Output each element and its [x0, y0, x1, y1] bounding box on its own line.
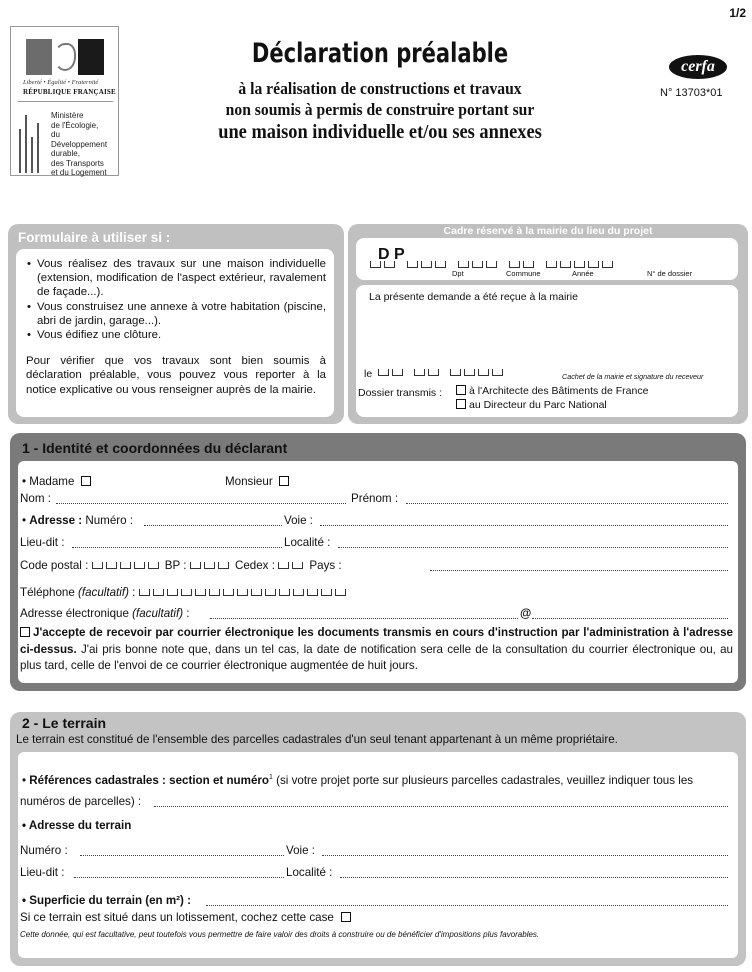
at-sign: @ — [520, 607, 532, 620]
label-dpt: Dpt — [452, 269, 464, 278]
localite-label: Localité : — [286, 866, 333, 879]
lieudit-label: Lieu-dit : — [20, 536, 65, 549]
ref-line2: numéros de parcelles) : — [20, 795, 142, 808]
monsieur-option[interactable]: Monsieur — [225, 475, 292, 488]
lotissement-row[interactable]: Si ce terrain est situé dans un lotissement, cochez cette case — [20, 911, 354, 924]
nom-field[interactable] — [56, 503, 346, 504]
motto: Liberté • Égalité • Fraternité — [23, 79, 99, 86]
terrain-intro: Le terrain est constitué de l'ensemble des parcelles cadastrales d'un seul tenant appartenant à un même propriétaire. — [16, 733, 618, 746]
monsieur-checkbox[interactable] — [279, 476, 289, 486]
ministry-emblem-icon — [17, 111, 47, 173]
voie-field[interactable] — [320, 525, 728, 526]
localite-field[interactable] — [338, 547, 728, 548]
madame-checkbox[interactable] — [81, 476, 91, 486]
localite-label: Localité : — [284, 536, 331, 549]
option-abf[interactable]: à l'Architecte des Bâtiments de France — [456, 385, 648, 397]
republique-logo — [10, 26, 119, 176]
prenom-field[interactable] — [406, 503, 728, 504]
cerfa-logo: cerfa — [669, 55, 727, 79]
codepostal-row[interactable]: Code postal : BP : Cedex : Pays : — [20, 559, 342, 572]
received-text: La présente demande a été reçue à la mairie — [369, 291, 578, 303]
page-subtitle: à la réalisation de constructions et travaux non soumis à permis de construire portant sur une maison individuelle et/ou ses annexes — [218, 79, 542, 143]
superficie-field[interactable] — [206, 905, 728, 906]
voie-label: Voie : — [284, 514, 314, 527]
telephone-row[interactable]: Téléphone (facultatif) : — [20, 586, 349, 599]
list-item: • Vous réalisez des travaux sur une maison individuelle (extension, modification de l'aspect extérieur, ravalement de façade...). — [26, 257, 326, 300]
form-usage-note: Pour vérifier que vos travaux sont bien soumis à déclaration préalable, vous pouvez vous reporter à la notice explicative ou vous renseigner auprès de la mairie. — [26, 355, 326, 396]
label-dossier: N° de dossier — [647, 269, 693, 278]
terrain-lieudit-field[interactable] — [74, 877, 284, 878]
dp-code: D P — [378, 246, 405, 263]
form-usage-title: Formulaire à utiliser si : — [18, 230, 171, 245]
email-consent: J'accepte de recevoir par courrier électronique les documents transmis en cours d'instruction par l'administration à l'adresse ci-dessus. J'ai pris bonne note que, dans un tel cas, la date de notification sera celle de la consultation du courrier électronique ou, au plus tard, celle de l'envoi de ce courrier électronique augmentée de huit jours. — [20, 626, 733, 672]
option-parc[interactable]: au Directeur du Parc National — [456, 399, 607, 411]
dossier-transmis-label: Dossier transmis : — [358, 387, 443, 399]
nom-label: Nom : — [20, 492, 51, 505]
mairie-title: Cadre réservé à la mairie du lieu du projet — [443, 225, 653, 237]
consent-checkbox[interactable] — [20, 627, 30, 637]
cerfa-number: N° 13703*01 — [660, 87, 723, 99]
email-domain-field[interactable] — [532, 618, 728, 619]
date-boxes[interactable] — [378, 369, 503, 376]
email-user-field[interactable] — [210, 618, 518, 619]
ref-cadastrales: • Références cadastrales : section et numéro$^1$ (si votre projet porte sur plusieurs parcelles cadastrales, veuillez indiquer tous les — [22, 774, 694, 787]
adresse-terrain-heading: • Adresse du terrain — [22, 819, 132, 832]
parc-checkbox[interactable] — [456, 399, 466, 409]
adresse-line: • Adresse : Numéro : — [22, 514, 134, 527]
lieudit-field[interactable] — [72, 547, 282, 548]
section-title: 1 - Identité et coordonnées du déclarant — [22, 440, 288, 456]
lotissement-checkbox[interactable] — [341, 912, 351, 922]
page-title: Déclaration préalable — [251, 38, 509, 69]
parcelles-field[interactable] — [154, 806, 728, 807]
pays-field[interactable] — [430, 570, 728, 571]
terrain-voie-field[interactable] — [322, 855, 728, 856]
email-label: Adresse électronique (facultatif) : — [20, 607, 190, 620]
section-terrain — [10, 712, 746, 966]
numero-label: Numéro : — [20, 844, 68, 857]
section-identity — [10, 433, 746, 691]
page-number: 1/2 — [729, 6, 746, 20]
superficie-label: • Superficie du terrain (en m²) : — [22, 894, 191, 907]
terrain-localite-field[interactable] — [340, 877, 728, 878]
republic-name: RÉPUBLIQUE FRANÇAISE — [23, 88, 116, 96]
list-item: • Vous édifiez une clôture. — [26, 328, 326, 342]
marianne-flag-icon — [26, 39, 104, 75]
mairie-reserved-panel — [348, 224, 748, 424]
facultative-note: Cette donnée, qui est facultative, peut toutefois vous permettre de faire valoir des droits à construire ou de bénéficier d'impositions plus favorables. — [20, 930, 540, 939]
ministry-name: Ministère de l'Écologie, du Développement durable, des Transports et du Logement — [51, 111, 108, 177]
dossier-number-boxes[interactable] — [370, 261, 613, 268]
lieudit-label: Lieu-dit : — [20, 866, 65, 879]
stamp-text: Cachet de la mairie et signature du receveur — [562, 372, 704, 381]
label-annee: Année — [572, 269, 594, 278]
numero-field[interactable] — [144, 525, 282, 526]
abf-checkbox[interactable] — [456, 385, 466, 395]
prenom-label: Prénom : — [351, 492, 399, 505]
list-item: • Vous construisez une annexe à votre habitation (piscine, abri de jardin, garage...). — [26, 300, 326, 328]
section-title: 2 - Le terrain — [22, 715, 107, 731]
madame-option[interactable]: • Madame — [22, 475, 94, 488]
voie-label: Voie : — [286, 844, 316, 857]
label-commune: Commune — [506, 269, 541, 278]
le-label: le — [364, 368, 373, 380]
terrain-numero-field[interactable] — [80, 855, 284, 856]
form-usage-panel — [8, 224, 344, 424]
